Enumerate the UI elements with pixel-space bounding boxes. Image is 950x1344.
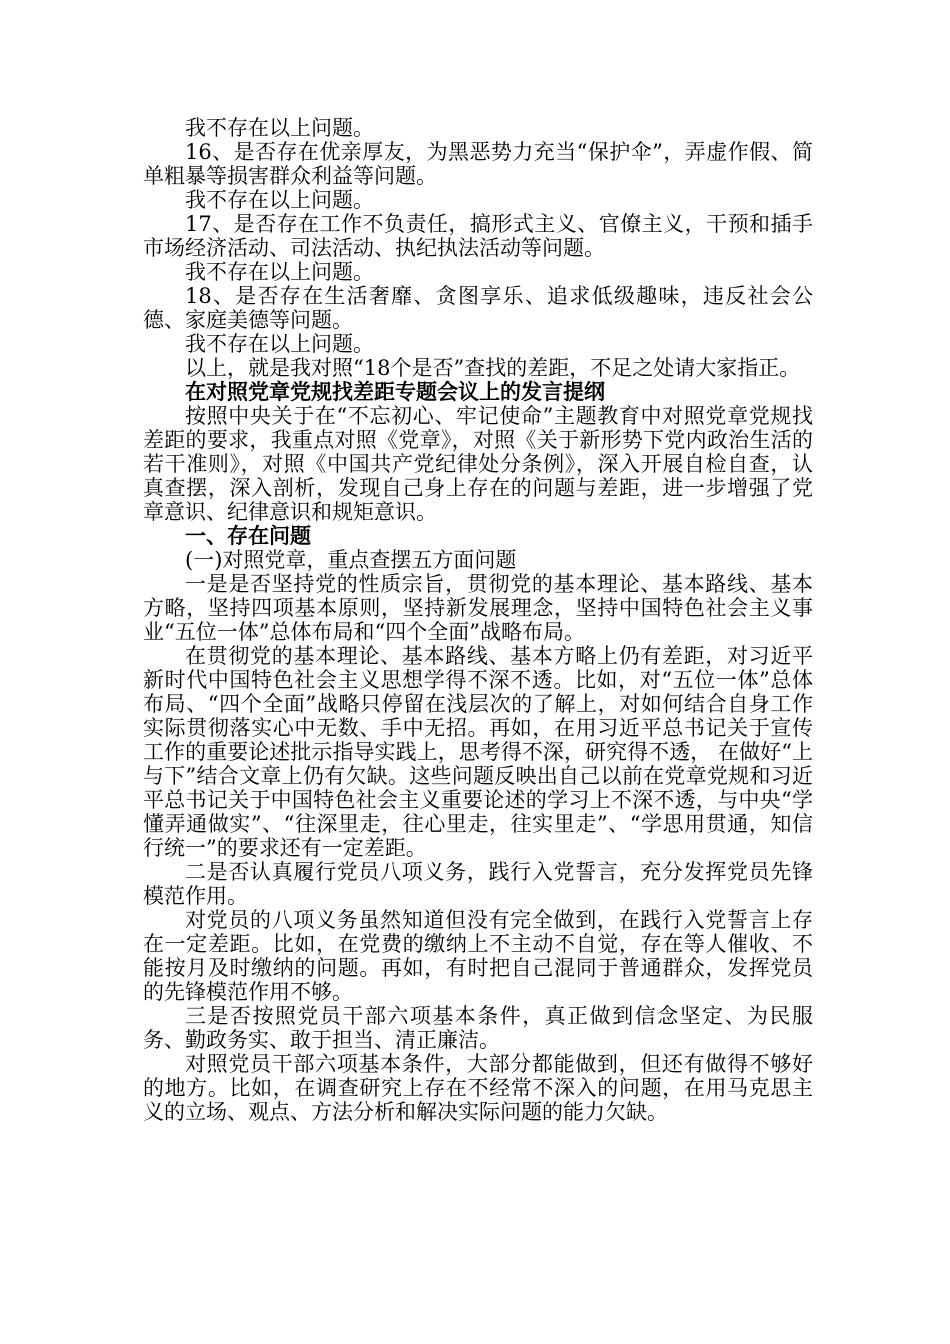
paragraph: 在贯彻党的基本理论、基本路线、基本方略上仍有差距，对习近平新时代中国特色社会主义思想学得不深不透。比如，对“五位一体”总体布局、“四个全面”战略只停留在浅层次的了解上，对如何结合自身工作实际贯彻落实心中无数、手中无招。再如，在用习近平总书记关于宣传工作的重要论述批示指导实践上，思考得不深，研究得不透， 在做好“上与下”结合文章上仍有欠缺。这些问题反映出自己以前在党章党规和习近平总书记关于中国特色社会主义重要论述的学习上不深不透，与中央“学懂弄通做实”、“往深里走，往心里走，往实里走”、“学思用贯通，知信行统一”的要求还有一定差距。: [143, 644, 813, 860]
paragraph: 我不存在以上问题。: [185, 332, 374, 356]
paragraph: 我不存在以上问题。: [185, 260, 374, 284]
paragraph: 18、是否存在生活奢靡、贪图享乐、追求低级趣味，违反社会公德、家庭美德等问题。: [143, 284, 813, 332]
paragraph: 一是是否坚持党的性质宗旨，贯彻党的基本理论、基本路线、基本方略，坚持四项基本原则，坚持新发展理念，坚持中国特色社会主义事业“五位一体”总体布局和“四个全面”战略布局。: [143, 572, 813, 644]
paragraph: 对照党员干部六项基本条件，大部分都能做到，但还有做得不够好的地方。比如，在调查研究上存在不经常不深入的问题，在用马克思主义的立场、观点、方法分析和解决实际问题的能力欠缺。: [143, 1052, 813, 1124]
section-title: 在对照党章党规找差距专题会议上的发言提纲: [185, 379, 605, 404]
paragraph: 16、是否存在优亲厚友，为黑恶势力充当“保护伞”，弄虚作假、简单粗暴等损害群众利益等问题。: [143, 140, 813, 188]
subsection-heading: (一)对照党章，重点查摆五方面问题: [185, 548, 517, 572]
section-heading: 一、存在问题: [185, 523, 311, 548]
document-body: [143, 116, 813, 1124]
paragraph: 我不存在以上问题。: [185, 188, 374, 212]
paragraph: 以上，就是我对照“18个是否”查找的差距，不足之处请大家指正。: [185, 356, 801, 380]
paragraph: 我不存在以上问题。: [185, 116, 374, 140]
paragraph: 二是否认真履行党员八项义务，践行入党誓言，充分发挥党员先锋模范作用。: [143, 860, 813, 908]
paragraph: 对党员的八项义务虽然知道但没有完全做到，在践行入党誓言上存在一定差距。比如，在党费的缴纳上不主动不自觉，存在等人催收、不能按月及时缴纳的问题。再如，有时把自己混同于普通群众，发挥党员的先锋模范作用不够。: [143, 908, 813, 1004]
paragraph: 17、是否存在工作不负责任，搞形式主义、官僚主义，干预和插手市场经济活动、司法活动、执纪执法活动等问题。: [143, 212, 813, 260]
paragraph: 按照中央关于在“不忘初心、牢记使命”主题教育中对照党章党规找差距的要求，我重点对照《党章》，对照《关于新形势下党内政治生活的若干准则》，对照《中国共产党纪律处分条例》，深入开展自检自查，认真查摆，深入剖析，发现自己身上存在的问题与差距，进一步增强了党章意识、纪律意识和规矩意识。: [143, 404, 813, 524]
paragraph: 三是否按照党员干部六项基本条件，真正做到信念坚定、为民服务、勤政务实、敢于担当、清正廉洁。: [143, 1004, 813, 1052]
